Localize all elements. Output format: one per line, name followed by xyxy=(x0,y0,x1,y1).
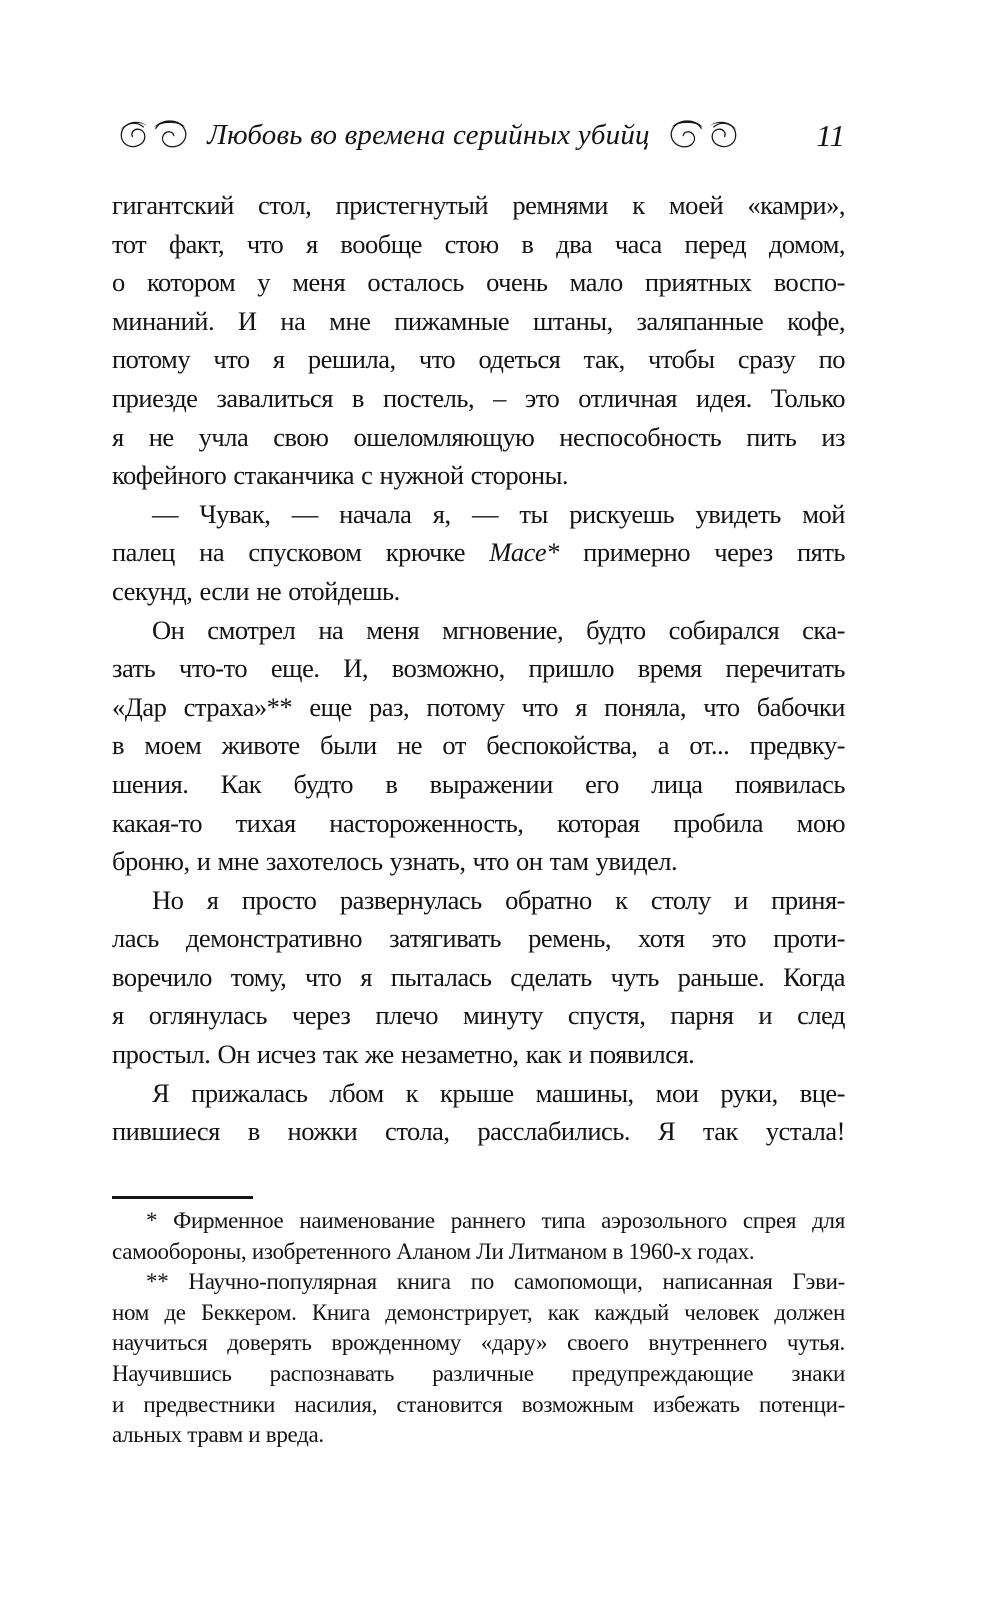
text-segment: кофейного стаканчика с нужной стороны. xyxy=(112,460,568,491)
italic-text-segment: Mace* xyxy=(489,537,559,568)
text-line xyxy=(112,572,845,611)
body-text xyxy=(112,186,845,1151)
paragraph xyxy=(112,495,845,611)
text-line xyxy=(112,1112,845,1151)
text-line xyxy=(112,379,845,418)
text-line xyxy=(112,958,845,997)
text-line xyxy=(112,842,845,881)
text-segment: и предвестники насилия, становится возможным избежать потенци- xyxy=(112,1391,845,1417)
text-line xyxy=(112,649,845,688)
text-segment: научиться доверять врожденному «дару» своего внутреннего чутья. xyxy=(112,1330,845,1356)
text-segment: альных травм и вреда. xyxy=(112,1422,324,1448)
flourish-ornament-icon xyxy=(117,116,191,152)
footnote xyxy=(112,1206,845,1267)
text-segment: тот факт, что я вообще стою в два часа перед домом, xyxy=(112,228,845,259)
paragraph xyxy=(112,186,845,495)
text-segment: шения. Как будто в выражении его лица появилась xyxy=(112,768,845,799)
text-segment: гигантский стол, пристегнутый ремнями к моей «камри», xyxy=(112,190,845,220)
flourish-ornament-icon xyxy=(666,116,740,152)
text-line xyxy=(112,533,845,572)
text-line xyxy=(112,919,845,958)
text-segment: лась демонстративно затягивать ремень, хотя это проти- xyxy=(112,923,845,954)
text-segment: какая-то тихая настороженность, которая пробила мою xyxy=(112,807,845,838)
text-line xyxy=(112,1074,845,1113)
text-segment: Научившись распознавать различные предупреждающие знаки xyxy=(112,1360,845,1386)
paragraph xyxy=(112,611,845,881)
running-head xyxy=(112,112,845,156)
text-line xyxy=(112,302,845,341)
running-head-title: Любовь во времена серийных убийц xyxy=(207,118,650,151)
text-segment: приезде завалиться в постель, – это отличная идея. Только xyxy=(112,382,845,413)
footnotes-section xyxy=(112,1206,845,1451)
text-line xyxy=(112,225,845,264)
paragraph xyxy=(112,1074,845,1151)
text-line xyxy=(112,765,845,804)
text-line xyxy=(112,1298,845,1329)
text-line xyxy=(112,1035,845,1074)
text-line xyxy=(112,340,845,379)
text-segment: примерно через пять xyxy=(558,537,845,568)
text-line xyxy=(112,688,845,727)
text-segment: — Чувак, — начала я, — ты рискуешь увидеть мой xyxy=(152,498,845,529)
text-segment: о котором у меня осталось очень мало приятных воспо- xyxy=(112,267,845,298)
page-number: 11 xyxy=(816,117,845,153)
text-segment: Я прижалась лбом к крыше машины, мои руки, вце- xyxy=(152,1077,845,1108)
text-line xyxy=(112,1237,845,1268)
text-segment: потому что я решила, что одеться так, чтобы сразу по xyxy=(112,344,845,375)
text-segment: самообороны, изобретенного Аланом Ли Литманом в 1960-х годах. xyxy=(112,1238,755,1264)
text-line xyxy=(112,804,845,843)
text-line xyxy=(112,1206,845,1237)
text-line xyxy=(112,1420,845,1451)
running-head-center xyxy=(112,116,745,152)
text-line xyxy=(112,1390,845,1421)
footnote xyxy=(112,1267,845,1451)
text-segment: я не учла свою ошеломляющую неспособность пить из xyxy=(112,421,845,452)
text-line xyxy=(112,1359,845,1390)
text-line xyxy=(112,456,845,495)
text-segment: * Фирменное наименование раннего типа аэрозольного спрея для xyxy=(146,1208,845,1233)
text-segment: воречило тому, что я пыталась сделать чуть раньше. Когда xyxy=(112,961,845,992)
text-line xyxy=(112,495,845,534)
text-segment: зать что-то еще. И, возможно, пришло время перечитать xyxy=(112,653,845,684)
text-segment: палец на спусковом крючке xyxy=(112,537,490,568)
paragraph xyxy=(112,881,845,1074)
text-segment: ** Научно-популярная книга по самопомощи, написанная Гэви- xyxy=(146,1269,845,1295)
text-line xyxy=(112,1328,845,1359)
text-segment: минаний. И на мне пижамные штаны, заляпанные кофе, xyxy=(112,305,845,336)
text-line xyxy=(112,186,845,225)
footnote-divider xyxy=(112,1196,253,1199)
text-line xyxy=(112,881,845,920)
text-segment: броню, и мне захотелось узнать, что он там увидел. xyxy=(112,846,678,877)
text-segment: простыл. Он исчез так же незаметно, как и появился. xyxy=(112,1039,695,1070)
text-segment: Он смотрел на меня мгновение, будто собирался ска- xyxy=(152,614,845,645)
text-line xyxy=(112,996,845,1035)
text-line xyxy=(112,418,845,457)
text-line xyxy=(112,611,845,650)
text-segment: ном де Беккером. Книга демонстрирует, как каждый человек должен xyxy=(112,1299,845,1325)
text-segment: «Дар страха»** еще раз, потому что я поняла, что бабочки xyxy=(112,691,845,722)
text-segment: Но я просто развернулась обратно к столу и приня- xyxy=(152,884,845,915)
text-segment: секунд, если не отойдешь. xyxy=(112,575,400,606)
text-segment: пившиеся в ножки стола, расслабились. Я так устала! xyxy=(112,1116,845,1147)
text-segment: в моем животе были не от беспокойства, а от... предвку- xyxy=(112,730,845,761)
text-line xyxy=(112,726,845,765)
text-segment: я оглянулась через плечо минуту спустя, парня и след xyxy=(112,1000,845,1031)
text-line xyxy=(112,1267,845,1298)
text-line xyxy=(112,263,845,302)
